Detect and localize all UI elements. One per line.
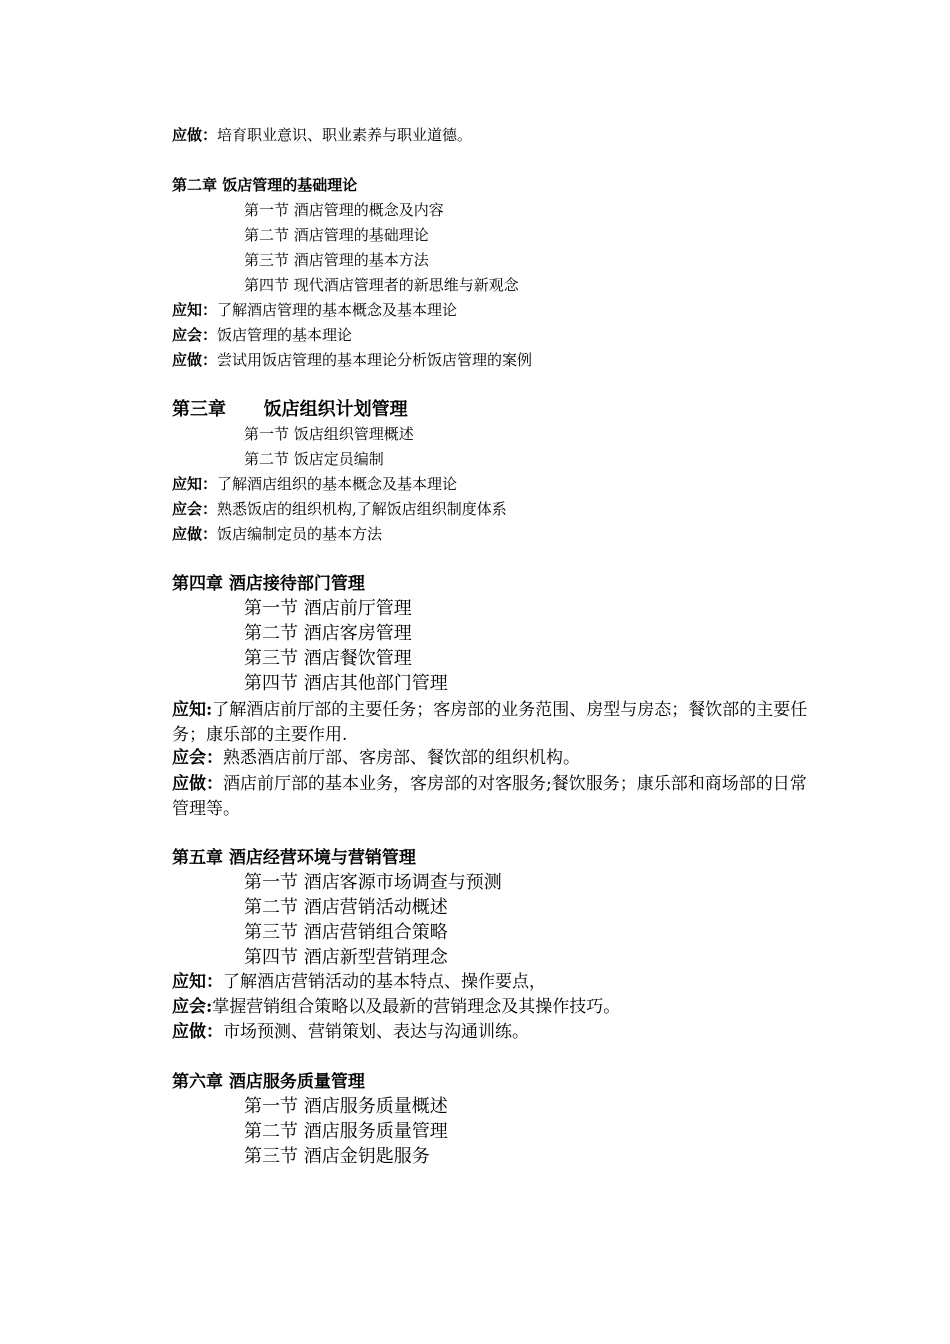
chapter-2-title: 第二章 饭店管理的基础理论 xyxy=(172,176,358,194)
section-item: 第一节 酒店客源市场调查与预测 xyxy=(244,872,502,893)
section-item: 第三节 酒店餐饮管理 xyxy=(244,648,412,669)
section-item: 第一节 酒店前厅管理 xyxy=(244,598,412,619)
do-label: 应做： xyxy=(172,525,218,543)
know-label: 应知： xyxy=(172,475,218,493)
section-item: 第二节 酒店营销活动概述 xyxy=(244,897,448,918)
can-text: 熟悉饭店的组织机构,了解饭店组织制度体系 xyxy=(217,500,507,518)
do-text: 饭店编制定员的基本方法 xyxy=(217,525,383,543)
know-label: 应知： xyxy=(172,301,218,319)
do-label: 应做： xyxy=(172,774,223,794)
intro-line xyxy=(172,128,472,143)
know-line xyxy=(172,477,457,492)
section-item: 第一节 饭店组织管理概述 xyxy=(244,425,414,443)
do-line xyxy=(172,353,532,368)
know-line xyxy=(172,974,546,991)
do-label: 应做： xyxy=(172,1022,223,1042)
can-line xyxy=(172,328,352,343)
know-text: 了解酒店组织的基本概念及基本理论 xyxy=(217,475,458,493)
do-label: 应做： xyxy=(172,351,218,369)
can-label: 应会： xyxy=(172,748,223,768)
section-item: 第四节 现代酒店管理者的新思维与新观念 xyxy=(244,276,519,294)
section-item: 第四节 酒店新型营销理念 xyxy=(244,947,448,968)
section-item: 第三节 酒店营销组合策略 xyxy=(244,922,448,943)
know-text: 了解酒店管理的基本概念及基本理论 xyxy=(217,301,458,319)
can-line xyxy=(172,750,580,767)
section-item: 第三节 酒店管理的基本方法 xyxy=(244,251,429,269)
do-text: 尝试用饭店管理的基本理论分析饭店管理的案例 xyxy=(217,351,533,369)
can-text: 掌握营销组合策略以及最新的营销理念及其操作技巧。 xyxy=(212,997,621,1017)
know-paragraph xyxy=(172,698,812,748)
do-paragraph xyxy=(172,772,812,822)
section-item: 第二节 酒店客房管理 xyxy=(244,623,412,644)
section-item: 第一节 酒店服务质量概述 xyxy=(244,1096,448,1117)
ability-text: 培育职业意识、职业素养与职业道德。 xyxy=(217,126,473,144)
can-label: 应会： xyxy=(172,326,218,344)
know-line xyxy=(172,303,457,318)
know-label: 应知: xyxy=(172,700,213,720)
do-line xyxy=(172,1024,529,1041)
chapter-5-title: 第五章 酒店经营环境与营销管理 xyxy=(172,848,416,868)
chapter-3-title: 第三章 饭店组织计划管理 xyxy=(172,399,408,420)
chapter-4-title: 第四章 酒店接待部门管理 xyxy=(172,574,365,594)
section-item: 第二节 饭店定员编制 xyxy=(244,450,384,468)
can-line xyxy=(172,999,620,1016)
know-label: 应知： xyxy=(172,972,223,992)
section-item: 第一节 酒店管理的概念及内容 xyxy=(244,201,444,219)
do-text: 酒店前厅部的基本业务，客房部的对客服务;餐饮服务；康乐部和商场部的日常管理等。 xyxy=(172,774,807,819)
ability-label: 应做： xyxy=(172,126,218,144)
section-item: 第三节 酒店金钥匙服务 xyxy=(244,1146,430,1167)
chapter-6-title: 第六章 酒店服务质量管理 xyxy=(172,1072,365,1092)
do-line xyxy=(172,527,382,542)
section-item: 第二节 酒店服务质量管理 xyxy=(244,1121,448,1142)
can-line xyxy=(172,502,507,517)
section-item: 第二节 酒店管理的基础理论 xyxy=(244,226,429,244)
can-label: 应会: xyxy=(172,997,213,1017)
can-label: 应会： xyxy=(172,500,218,518)
can-text: 熟悉酒店前厅部、客房部、餐饮部的组织机构。 xyxy=(223,748,580,768)
section-item: 第四节 酒店其他部门管理 xyxy=(244,673,448,694)
know-text: 了解酒店前厅部的主要任务；客房部的业务范围、房型与房态；餐饮部的主要任务；康乐部的主要作用. xyxy=(172,700,808,745)
do-text: 市场预测、营销策划、表达与沟通训练。 xyxy=(223,1022,529,1042)
can-text: 饭店管理的基本理论 xyxy=(217,326,353,344)
know-text: 了解酒店营销活动的基本特点、操作要点， xyxy=(223,972,546,992)
